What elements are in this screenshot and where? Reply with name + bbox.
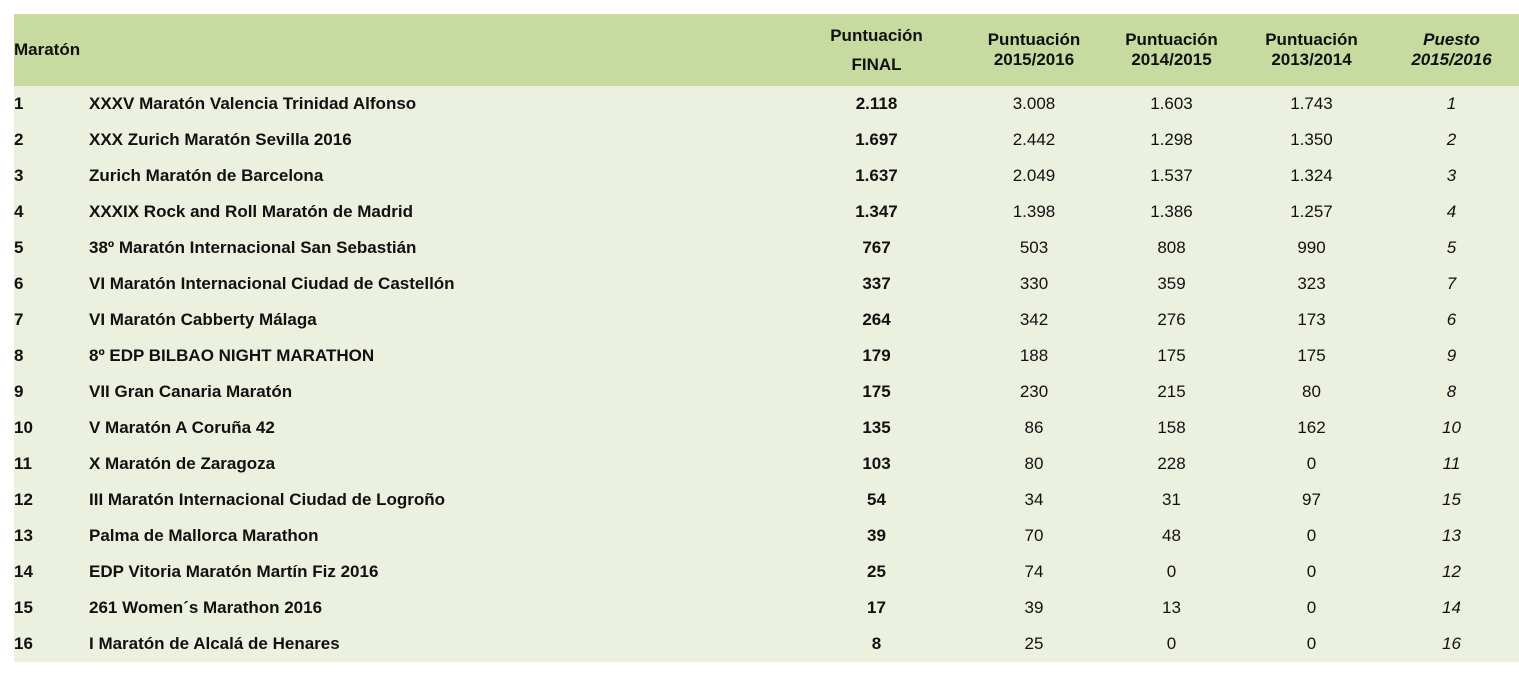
cell-score-2013-2014: 1.324 xyxy=(1290,166,1333,185)
cell-puesto-2015-2016: 15 xyxy=(1442,490,1461,509)
cell-marathon-name: Zurich Maratón de Barcelona xyxy=(89,166,324,185)
header-score-2015-2016 xyxy=(964,14,1104,86)
cell-score-2013-2014: 97 xyxy=(1302,490,1321,509)
cell-rank: 14 xyxy=(14,562,33,581)
cell-score-2014-2015: 13 xyxy=(1162,598,1181,617)
cell-marathon-name: XXX Zurich Maratón Sevilla 2016 xyxy=(89,130,352,149)
cell-marathon-name: VI Maratón Internacional Ciudad de Castellón xyxy=(89,274,455,293)
cell-marathon-name: XXXV Maratón Valencia Trinidad Alfonso xyxy=(89,94,417,113)
cell-marathon-name: VII Gran Canaria Maratón xyxy=(89,382,293,401)
cell-score-2013-2014: 323 xyxy=(1297,274,1326,293)
cell-score-2013-2014: 0 xyxy=(1306,454,1317,473)
cell-marathon-name: V Maratón A Coruña 42 xyxy=(89,418,275,437)
cell-score-2014-2015: 31 xyxy=(1162,490,1181,509)
cell-rank: 12 xyxy=(14,490,33,509)
cell-rank: 8 xyxy=(14,346,24,365)
table-row xyxy=(14,410,1519,446)
header-puesto-line1: Puesto xyxy=(1423,30,1480,49)
cell-final-score: 1.697 xyxy=(855,130,898,149)
header-score-2014-2015-line1: Puntuación xyxy=(1125,30,1218,49)
cell-final-score: 179 xyxy=(862,346,891,365)
cell-score-2014-2015: 1.537 xyxy=(1150,166,1193,185)
cell-puesto-2015-2016: 7 xyxy=(1446,274,1457,293)
cell-score-2014-2015: 1.603 xyxy=(1150,94,1193,113)
header-score-2015-2016-line2: 2015/2016 xyxy=(993,50,1075,69)
table-row xyxy=(14,122,1519,158)
cell-score-2015-2016: 74 xyxy=(1024,562,1044,581)
cell-puesto-2015-2016: 3 xyxy=(1446,166,1457,185)
cell-marathon-name: VI Maratón Cabberty Málaga xyxy=(89,310,317,329)
table-row xyxy=(14,302,1519,338)
table-row xyxy=(14,518,1519,554)
header-score-2014-2015-line2: 2014/2015 xyxy=(1131,50,1212,69)
cell-marathon-name: XXXIX Rock and Roll Maratón de Madrid xyxy=(89,202,413,221)
cell-rank: 3 xyxy=(14,166,24,185)
cell-puesto-2015-2016: 16 xyxy=(1442,634,1461,653)
table-row xyxy=(14,338,1519,374)
table-row xyxy=(14,554,1519,590)
cell-score-2013-2014: 0 xyxy=(1306,598,1317,617)
cell-final-score: 767 xyxy=(862,238,891,257)
cell-score-2014-2015: 276 xyxy=(1157,310,1186,329)
cell-score-2015-2016: 39 xyxy=(1024,598,1044,617)
table-body xyxy=(14,86,1519,662)
header-score-2013-2014-line1: Puntuación xyxy=(1265,30,1358,49)
cell-puesto-2015-2016: 12 xyxy=(1442,562,1461,581)
cell-marathon-name: III Maratón Internacional Ciudad de Logroño xyxy=(89,490,446,509)
cell-puesto-2015-2016: 2 xyxy=(1446,130,1457,149)
cell-marathon-name: X Maratón de Zaragoza xyxy=(89,454,276,473)
header-final-line1: Puntuación xyxy=(830,25,923,45)
cell-puesto-2015-2016: 9 xyxy=(1446,346,1457,365)
header-score-2013-2014 xyxy=(1239,14,1384,86)
cell-score-2013-2014: 1.350 xyxy=(1290,130,1333,149)
cell-final-score: 2.118 xyxy=(855,94,898,113)
cell-score-2014-2015: 0 xyxy=(1166,562,1177,581)
cell-score-2015-2016: 1.398 xyxy=(1012,202,1056,221)
cell-score-2014-2015: 359 xyxy=(1157,274,1186,293)
cell-puesto-2015-2016: 14 xyxy=(1442,598,1461,617)
marathon-ranking-table xyxy=(14,14,1519,662)
cell-final-score: 103 xyxy=(862,454,891,473)
table-row xyxy=(14,158,1519,194)
cell-marathon-name: EDP Vitoria Maratón Martín Fiz 2016 xyxy=(89,562,379,581)
table-row xyxy=(14,482,1519,518)
table-row xyxy=(14,86,1519,122)
cell-final-score: 1.347 xyxy=(855,202,898,221)
table-row xyxy=(14,266,1519,302)
header-final xyxy=(789,14,964,86)
table-row xyxy=(14,230,1519,266)
cell-marathon-name: 38º Maratón Internacional San Sebastián xyxy=(89,238,417,257)
cell-score-2013-2014: 0 xyxy=(1306,562,1317,581)
cell-score-2015-2016: 86 xyxy=(1024,418,1044,437)
table-row xyxy=(14,590,1519,626)
header-puesto xyxy=(1384,14,1519,86)
cell-score-2015-2016: 230 xyxy=(1019,382,1049,401)
cell-score-2013-2014: 0 xyxy=(1306,526,1317,545)
cell-rank: 11 xyxy=(14,454,32,473)
cell-final-score: 1.637 xyxy=(855,166,898,185)
header-score-2015-2016-line1: Puntuación xyxy=(987,30,1081,49)
header-final-line2: FINAL xyxy=(851,54,902,74)
cell-score-2015-2016: 2.049 xyxy=(1012,166,1056,185)
header-maraton xyxy=(14,14,789,86)
cell-score-2013-2014: 80 xyxy=(1302,382,1321,401)
cell-score-2014-2015: 158 xyxy=(1157,418,1186,437)
cell-final-score: 135 xyxy=(862,418,891,437)
cell-rank: 5 xyxy=(14,238,24,257)
cell-rank: 6 xyxy=(14,274,24,293)
cell-score-2013-2014: 175 xyxy=(1297,346,1326,365)
cell-rank: 15 xyxy=(14,598,33,617)
cell-final-score: 175 xyxy=(862,382,891,401)
header-score-2013-2014-line2: 2013/2014 xyxy=(1271,50,1352,69)
cell-score-2015-2016: 34 xyxy=(1024,490,1044,509)
cell-score-2015-2016: 342 xyxy=(1019,310,1049,329)
cell-puesto-2015-2016: 11 xyxy=(1442,454,1461,473)
cell-score-2013-2014: 173 xyxy=(1297,310,1326,329)
cell-score-2014-2015: 0 xyxy=(1166,634,1177,653)
marathon-ranking-table-container xyxy=(14,14,1492,662)
cell-score-2013-2014: 0 xyxy=(1306,634,1317,653)
table-row xyxy=(14,194,1519,230)
cell-puesto-2015-2016: 8 xyxy=(1446,382,1457,401)
cell-final-score: 17 xyxy=(867,598,886,617)
cell-final-score: 39 xyxy=(867,526,886,545)
cell-score-2014-2015: 1.386 xyxy=(1150,202,1193,221)
cell-rank: 9 xyxy=(14,382,24,401)
cell-marathon-name: Palma de Mallorca Marathon xyxy=(89,526,319,545)
cell-score-2014-2015: 228 xyxy=(1157,454,1186,473)
table-row xyxy=(14,626,1519,662)
cell-final-score: 54 xyxy=(867,490,886,509)
table-header xyxy=(14,14,1519,86)
cell-final-score: 8 xyxy=(871,634,882,653)
header-maraton-label: Maratón xyxy=(14,40,81,59)
cell-score-2015-2016: 330 xyxy=(1019,274,1049,293)
cell-puesto-2015-2016: 10 xyxy=(1442,418,1461,437)
cell-score-2013-2014: 990 xyxy=(1297,238,1326,257)
cell-score-2013-2014: 162 xyxy=(1297,418,1326,437)
cell-marathon-name: 8º EDP BILBAO NIGHT MARATHON xyxy=(89,346,375,365)
cell-score-2013-2014: 1.257 xyxy=(1290,202,1333,221)
cell-score-2015-2016: 25 xyxy=(1024,634,1044,653)
cell-score-2015-2016: 3.008 xyxy=(1012,94,1056,113)
cell-rank: 16 xyxy=(14,634,33,653)
cell-final-score: 337 xyxy=(862,274,891,293)
cell-marathon-name: I Maratón de Alcalá de Henares xyxy=(89,634,340,653)
cell-score-2014-2015: 48 xyxy=(1162,526,1181,545)
cell-puesto-2015-2016: 13 xyxy=(1442,526,1461,545)
header-puesto-line2: 2015/2016 xyxy=(1411,50,1492,69)
cell-score-2015-2016: 70 xyxy=(1024,526,1044,545)
cell-rank: 4 xyxy=(14,202,24,221)
cell-rank: 1 xyxy=(14,94,24,113)
cell-puesto-2015-2016: 6 xyxy=(1446,310,1457,329)
cell-puesto-2015-2016: 5 xyxy=(1446,238,1457,257)
cell-final-score: 25 xyxy=(867,562,886,581)
cell-score-2014-2015: 175 xyxy=(1157,346,1186,365)
header-score-2014-2015 xyxy=(1104,14,1239,86)
cell-score-2014-2015: 1.298 xyxy=(1150,130,1193,149)
cell-score-2013-2014: 1.743 xyxy=(1290,94,1333,113)
cell-score-2014-2015: 215 xyxy=(1157,382,1186,401)
cell-score-2015-2016: 503 xyxy=(1019,238,1049,257)
cell-rank: 2 xyxy=(14,130,24,149)
cell-rank: 13 xyxy=(14,526,33,545)
cell-rank: 10 xyxy=(14,418,33,437)
cell-score-2015-2016: 188 xyxy=(1019,346,1049,365)
header-row xyxy=(14,14,1519,86)
cell-marathon-name: 261 Women´s Marathon 2016 xyxy=(89,598,323,617)
table-row xyxy=(14,446,1519,482)
cell-score-2014-2015: 808 xyxy=(1157,238,1186,257)
cell-final-score: 264 xyxy=(862,310,891,329)
table-row xyxy=(14,374,1519,410)
cell-score-2015-2016: 80 xyxy=(1024,454,1044,473)
cell-rank: 7 xyxy=(14,310,24,329)
cell-puesto-2015-2016: 1 xyxy=(1446,94,1457,113)
cell-score-2015-2016: 2.442 xyxy=(1012,130,1056,149)
cell-puesto-2015-2016: 4 xyxy=(1446,202,1457,221)
